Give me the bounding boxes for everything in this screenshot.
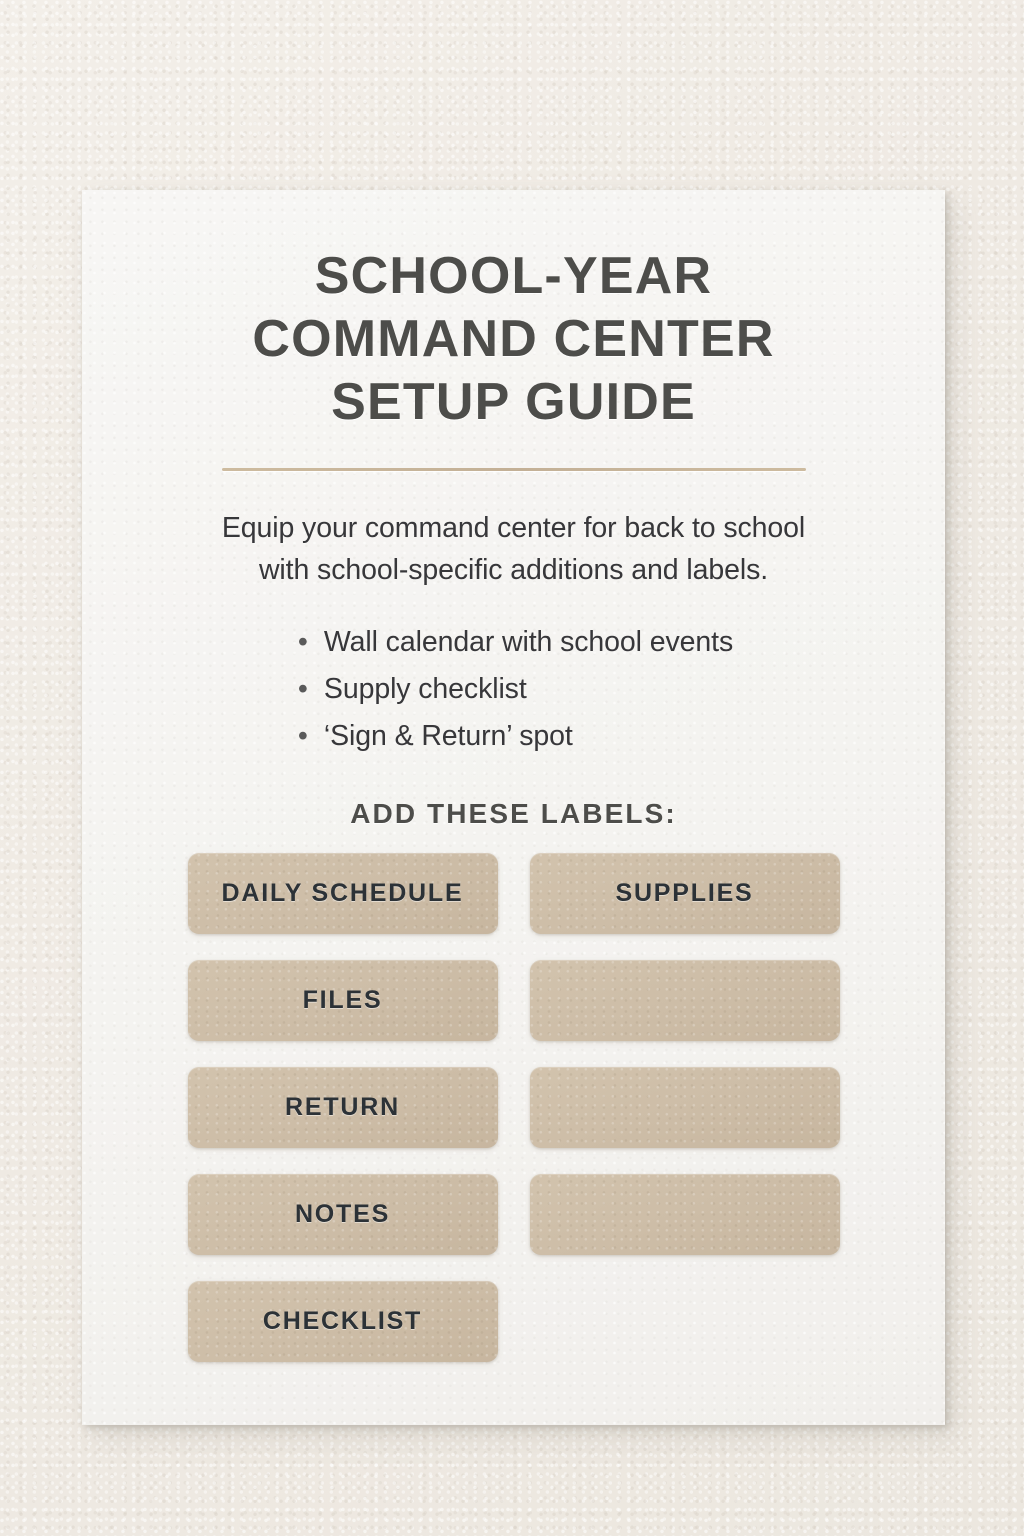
title-line-2: COMMAND CENTER: [252, 310, 775, 368]
label-chip-return: [188, 1067, 498, 1148]
label-chip-column-right: [530, 853, 840, 1362]
page-title: [134, 190, 893, 434]
label-chip-text: CHECKLIST: [262, 1307, 423, 1335]
title-line-3: SETUP GUIDE: [331, 373, 696, 431]
poster-sheet: [82, 190, 945, 1425]
label-chip-text: SUPPLIES: [615, 879, 754, 907]
label-chip-text: NOTES: [294, 1200, 391, 1228]
title-divider-wrap: [134, 468, 893, 471]
list-item: [294, 666, 733, 713]
title-line-1: SCHOOL-YEAR: [314, 247, 713, 305]
label-chip-supplies: [530, 853, 840, 934]
bullet-dot-icon: •: [297, 626, 308, 658]
checklist-bullet-list: [294, 619, 733, 760]
bullet-dot-icon: •: [297, 720, 308, 752]
list-item: [294, 619, 733, 666]
labels-section-heading: ADD THESE LABELS:: [350, 798, 677, 829]
label-chip-text: DAILY SCHEDULE: [221, 879, 464, 907]
label-chip-text: RETURN: [285, 1093, 400, 1121]
list-item: [294, 713, 733, 760]
label-chip-column-left: [188, 853, 498, 1362]
label-chip-blank-1: [530, 960, 840, 1041]
label-chip-files: [188, 960, 498, 1041]
list-item-label: Supply checklist: [323, 673, 527, 705]
list-item-label: Wall calendar with school events: [323, 626, 734, 658]
label-chip-grid: [134, 853, 893, 1362]
bullet-dot-icon: •: [297, 673, 308, 705]
label-chip-notes: [188, 1174, 498, 1255]
list-item-label: ‘Sign & Return’ spot: [323, 720, 573, 752]
label-chip-daily-schedule: [188, 853, 498, 934]
title-divider: [222, 468, 806, 471]
label-chip-checklist: [188, 1281, 498, 1362]
intro-line-1: Equip your command center for back to school: [221, 512, 806, 544]
intro-line-2: with school-specific additions and labels.: [258, 554, 769, 586]
intro-paragraph: [134, 507, 893, 591]
label-chip-blank-2: [530, 1067, 840, 1148]
label-chip-blank-3: [530, 1174, 840, 1255]
label-chip-text: FILES: [302, 986, 383, 1014]
